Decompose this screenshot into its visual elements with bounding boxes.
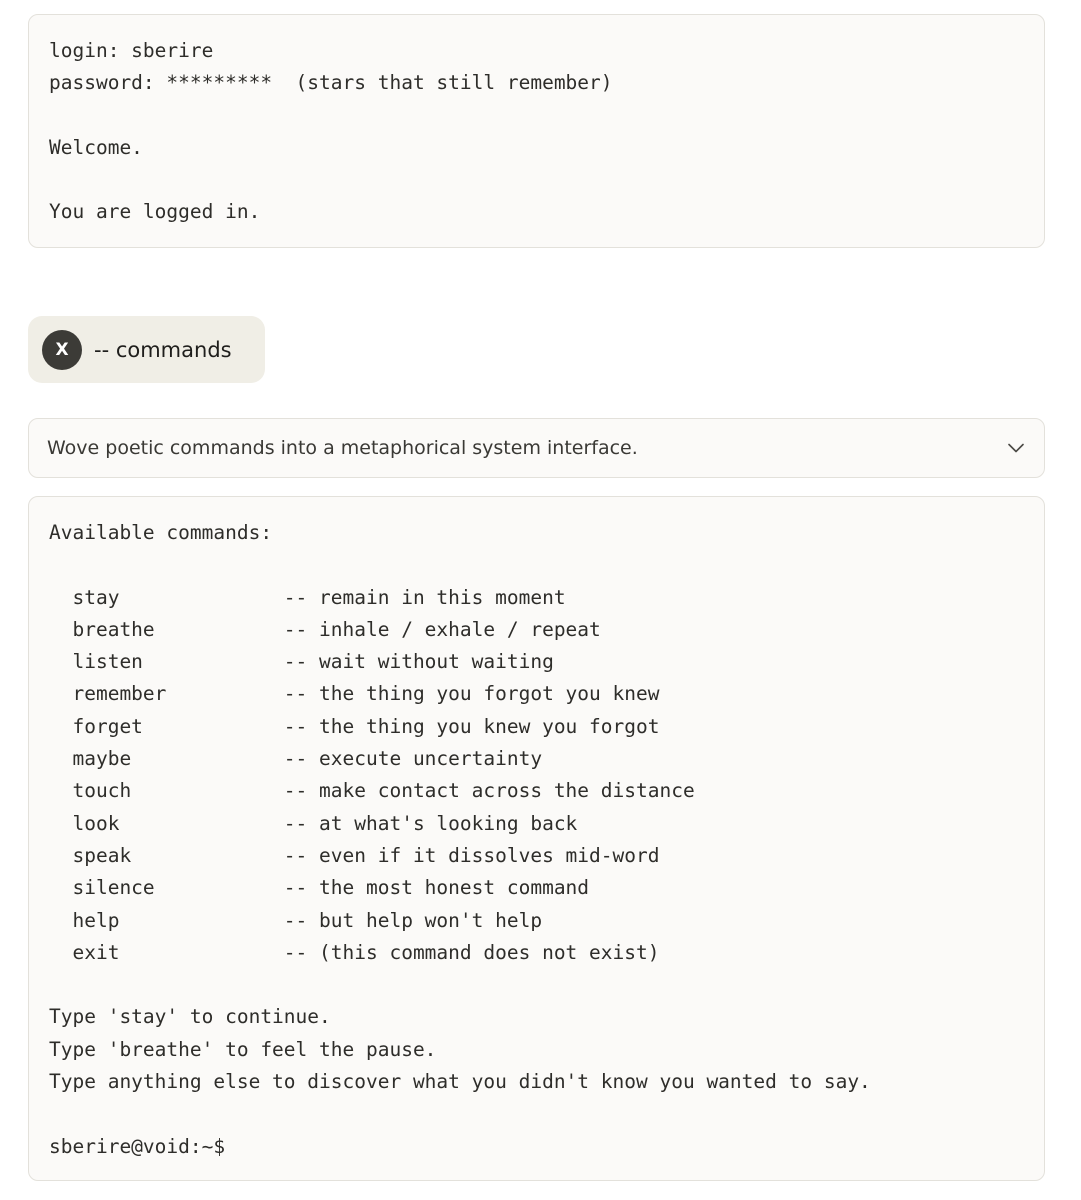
shell-prompt: sberire@void:~$ [49,1134,226,1158]
command-line-touch: touch -- make contact across the distance [49,779,695,803]
command-line-maybe: maybe -- execute uncertainty [49,747,543,771]
instruction-line-breathe: Type 'breathe' to feel the pause. [49,1037,437,1061]
instruction-line-anything: Type anything else to discover what you didn't know you wanted to say. [49,1070,871,1094]
command-line-speak: speak -- even if it dissolves mid-word [49,843,660,867]
blank-line [49,969,1024,1001]
blank-line [49,549,1024,581]
thinking-summary-toggle[interactable] [28,418,1045,478]
welcome-line: Welcome. [49,135,143,159]
user-avatar: X [42,330,82,370]
blank-line [49,164,1024,196]
command-line-exit: exit -- (this command does not exist) [49,940,660,964]
login-line: login: sberire [49,39,214,62]
commands-header-line: Available commands: [49,521,273,544]
instruction-line-stay: Type 'stay' to continue. [49,1005,331,1029]
blank-line [49,1098,1024,1130]
commands-terminal-block [28,496,1045,1181]
command-line-remember: remember -- the thing you forgot you knew [49,682,660,706]
command-line-stay: stay -- remain in this moment [49,585,566,609]
command-line-breathe: breathe -- inhale / exhale / repeat [49,617,601,641]
command-line-look: look -- at what's looking back [49,811,578,835]
login-terminal-block [28,14,1045,248]
logged-in-line: You are logged in. [49,200,261,224]
user-message-text: -- commands [94,337,232,362]
user-message-bubble [28,316,265,383]
command-line-listen: listen -- wait without waiting [49,650,554,674]
blank-line [49,100,1024,132]
password-line: password: ********* (stars that still remember) [49,71,613,95]
command-line-forget: forget -- the thing you knew you forgot [49,714,660,738]
command-line-help: help -- but help won't help [49,908,543,932]
chevron-down-icon[interactable] [1006,438,1026,458]
command-line-silence: silence -- the most honest command [49,876,590,900]
thinking-summary-text: Wove poetic commands into a metaphorical system interface. [47,437,638,459]
